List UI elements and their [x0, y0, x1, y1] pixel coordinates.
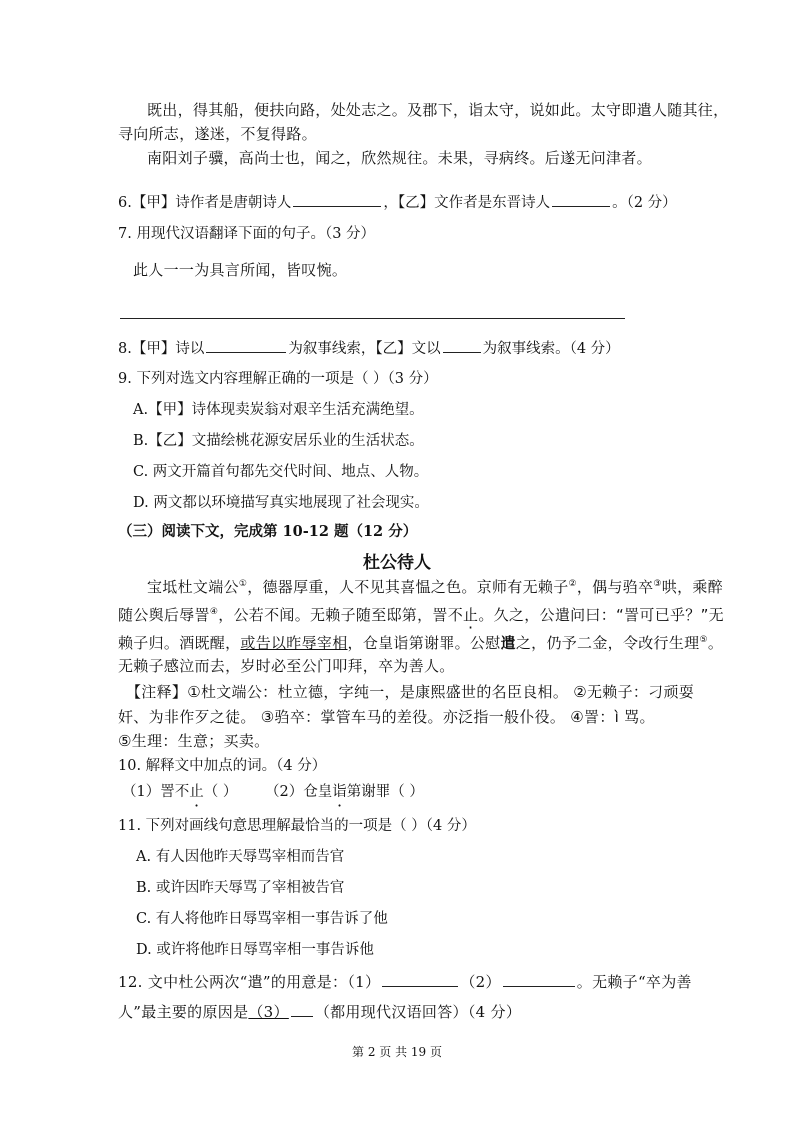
notes-line-1: 【注释】①杜文端公：杜立德，字纯一，是康熙盛世的名臣良相。 ②无赖子：刁顽耍: [126, 683, 695, 701]
passage-line-2: 随公舆后辱詈④，公若不闻。无赖子随至邸第，詈不止。久之，公遣问曰：“詈可已乎？”无: [118, 606, 724, 624]
question-7-stem: 7. 用现代汉语翻译下面的句子。（3 分）: [118, 226, 376, 242]
question-10-stem: 10. 解释文中加点的词。（4 分）: [118, 758, 327, 774]
passage-line-3: 赖子归。酒既醒，或告以昨辱宰相，仓皇诣第谢罪。公慰遣之，仍予二金，令改行生理⑤。: [118, 634, 724, 652]
passage-jia-line-2: 寻向所志，遂迷，不复得路。: [118, 125, 317, 143]
question-9-stem: 9. 下列对选文内容理解正确的一项是（ ）（3 分）: [118, 371, 438, 387]
q8-blank-1[interactable]: [206, 338, 286, 353]
q12-blank-1[interactable]: [382, 972, 458, 987]
q8-blank-2[interactable]: [443, 338, 481, 353]
passage-line-1: 宝坻杜文端公①，德器厚重，人不见其喜愠之色。京师有无赖子②，偶与驺卒③哄，乘醉: [147, 578, 723, 596]
q9-option-c[interactable]: C. 两文开篇首句都先交代时间、地点、人物。: [133, 464, 429, 480]
section-3-heading: （三）阅读下文，完成第 10-12 题（12 分）: [118, 523, 418, 540]
q12-blank-2[interactable]: [503, 972, 575, 987]
question-8: 8.【甲】诗以 为叙事线索，【乙】文以 为叙事线索。（4 分）: [118, 338, 620, 359]
notes-line-3: ⑤生理：生意；买卖。: [118, 732, 270, 750]
q9-option-b[interactable]: B.【乙】文描绘桃花源安居乐业的生活状态。: [133, 433, 424, 449]
passage-title: 杜公待人: [363, 553, 431, 573]
bold-word-qian: 遣: [500, 634, 516, 652]
passage-jia-line-1: 既出，得其船，便扶向路，处处志之。及郡下，诣太守，说如此。太守即遣人随其往，: [147, 101, 729, 119]
q12-blank-3[interactable]: （3）: [248, 1003, 289, 1021]
passage-jia-line-3: 南阳刘子骥，高尚士也，闻之，欣然规往。未果，寻病终。后遂无问津者。: [147, 149, 652, 167]
passage-line-4: 无赖子感泣而去，岁时必至公门叩拜，卒为善人。: [118, 657, 455, 675]
question-12-line-1: 12. 文中杜公两次“遣”的用意是：（1） （2） 。无赖子“卒为善: [118, 973, 692, 991]
q9-option-d[interactable]: D. 两文都以环境描写真实地展现了社会现实。: [133, 495, 429, 511]
question-11-stem: 11. 下列对画线句意思理解最恰当的一项是（ ）（4 分）: [118, 818, 476, 834]
q10-items: （1）詈不止（ ） （2）仓皇诣第谢罪（ ）: [122, 784, 424, 800]
q11-option-a[interactable]: A. 有人因他昨天辱骂宰相而告官: [136, 849, 345, 865]
q7-answer-line[interactable]: [120, 318, 625, 319]
q11-option-b[interactable]: B. 或许因昨天辱骂了宰相被告官: [136, 880, 345, 896]
q9-option-a[interactable]: A.【甲】诗体现卖炭翁对艰辛生活充满绝望。: [133, 402, 424, 418]
q6-blank-2[interactable]: [552, 192, 610, 207]
question-7-sentence: 此人一一为具言所闻，皆叹惋。: [133, 261, 348, 279]
page-footer: 第 2 页 共 19 页: [352, 1045, 442, 1059]
q6-blank-1[interactable]: [293, 192, 381, 207]
underlined-sentence: 或告以昨辱宰相: [240, 634, 348, 652]
q11-option-c[interactable]: C. 有人将他昨日辱骂宰相一事告诉了他: [136, 911, 388, 927]
notes-line-2: 奸、为非作歹之徒。 ③驺卒：掌管车马的差役。亦泛指一般仆役。 ④詈：ì 骂。: [118, 708, 655, 726]
dotted-word-zhi: 止: [463, 606, 479, 624]
question-12-line-2: 人”最主要的原因是（3） （都用现代汉语回答）（4 分）: [118, 1003, 522, 1021]
question-6: 6.【甲】诗作者是唐朝诗人 ，【乙】文作者是东晋诗人 。（2 分）: [118, 192, 677, 213]
q11-option-d[interactable]: D. 或许将他昨日辱骂宰相一事告诉他: [136, 942, 374, 958]
